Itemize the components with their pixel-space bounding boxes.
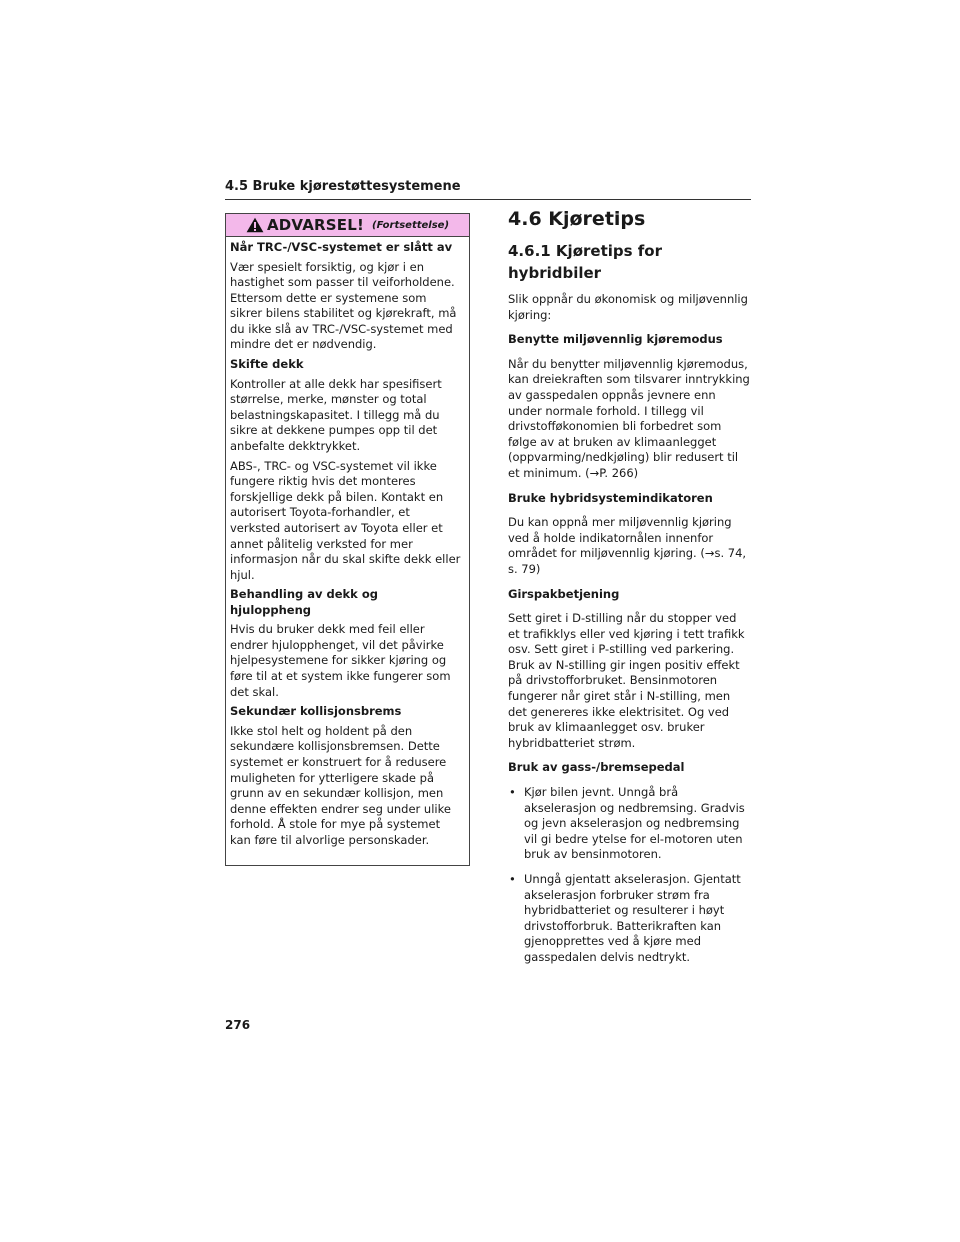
warning-paragraph: ABS-, TRC- og VSC-systemet vil ikke fungere riktig hvis det monteres forskjellige dekk på bilen. Kontakt en autorisert Toyota-forhandler, et verksted autorisert av Toyota eller et annet pålitelig verksted for mer informasjon når du skal skifte dekk eller hjul.: [230, 458, 461, 582]
right-column: [508, 206, 751, 975]
subheading-eco-mode: Benytte miljøvennlig kjøremodus: [508, 332, 723, 347]
paragraph-hybrid-indicator: Du kan oppnå mer miljøvennlig kjøring ved å holde indikatornålen innenfor området for miljøvennlig kjøring. (→s. 74, s. 79): [508, 515, 747, 576]
list-item-text: Kjør bilen jevnt. Unngå brå akselerasjon og nedbremsing. Gradvis og jevn akselerasjon og nedbremsing vil gi bedre ytelse for el-motoren uten bruk av bensinmotoren.: [524, 785, 745, 862]
warning-heading: Skifte dekk: [230, 357, 304, 372]
section-header: 4.5 Bruke kjørestøttesystemene: [225, 179, 751, 200]
warning-paragraph: Vær spesielt forsiktig, og kjør i en hastighet som passer til veiforholdene. Ettersom dette er systemene som sikrer bilens stabilitet og kjørekraft, må du ikke slå av TRC-/VSC-systemet med mindre det er nødvendig.: [230, 259, 457, 352]
warning-heading: Behandling av dekk og hjuloppheng: [230, 587, 378, 617]
warning-block-suspension: [230, 587, 461, 700]
warning-triangle-icon: [246, 217, 264, 233]
paragraph-eco-mode: Når du benytter miljøvennlig kjøremodus, kan dreiekraften som tilsvarer inntrykking av gasspedalen oppnås jevnere enn under normale forhold. I tillegg vil drivstofføkonomien bli forbedret som følge av at bruken av klimaanlegget (oppvarming/nedkjøling) blir redusert til et minimum. (→P. 266): [508, 356, 750, 480]
warning-box: [225, 213, 470, 866]
subheading-gear-lever: Girspakbetjening: [508, 586, 620, 601]
list-item-text: Unngå gjentatt akselerasjon. Gjentatt akselerasjon forbruker strøm fra hybridbatteriet og resulterer i høyt drivstofforbruk. Batterikraften kan gjenopprettes ved å kjøre med gasspedalen delvis nedtrykt.: [524, 872, 741, 964]
bullet-icon: •: [509, 785, 516, 800]
warning-paragraph: Kontroller at alle dekk har spesifisert størrelse, merke, mønster og total belastningskapasitet. I tillegg må du sikre at dekkene pumpes opp til det anbefalte dekktrykket.: [230, 376, 442, 453]
warning-heading: Sekundær kollisjonsbrems: [230, 704, 402, 719]
section-title: 4.6.1 Kjøretips for hybridbiler: [508, 242, 662, 282]
pedal-bullet-list: [508, 785, 751, 966]
subheading-pedals: Bruk av gass-/bremsepedal: [508, 760, 685, 775]
list-item: [508, 872, 751, 966]
warning-block-trc-vsc: [230, 240, 461, 353]
warning-paragraph: Ikke stol helt og holdent på den sekundære kollisjonsbremsen. Dette systemet er konstruert for å redusere muligheten for ytterligere skade på grunn av en sekundær kollisjon, men denne effekten endrer seg under ulike forhold. Å stole for mye på systemet kan føre til alvorlige personskader.: [230, 723, 451, 847]
warning-title: ADVARSEL!: [266, 216, 365, 234]
page-number: 276: [225, 1018, 251, 1032]
left-column: [225, 213, 470, 866]
list-item: [508, 785, 751, 863]
subheading-hybrid-indicator: Bruke hybridsystemindikatoren: [508, 490, 713, 505]
warning-block-tire-change: [230, 357, 461, 583]
bullet-icon: •: [509, 872, 516, 886]
warning-continued-label: (Fortsettelse): [372, 219, 450, 231]
intro-paragraph: Slik oppnår du økonomisk og miljøvennlig kjøring:: [508, 292, 748, 322]
warning-body: [226, 237, 469, 865]
warning-header: [226, 214, 469, 237]
paragraph-gear-lever: Sett giret i D-stilling når du stopper ved et trafikklys eller ved kjøring i tett trafikk osv. Sett giret i P-stilling ved parkering. Bruk av N-stilling gir ingen positiv effekt på drivstofforbruket. Bensinmotoren fungerer når giret står i N-stilling, men det genereres ikke elektrisitet. Og ved bruk av klimaanlegget osv. bruker hybridbatteriet strøm.: [508, 611, 745, 750]
warning-block-secondary-brake: [230, 704, 461, 848]
warning-paragraph: Hvis du bruker dekk med feil eller endrer hjulopphenget, vil det påvirke hjelpesystemene for sikker kjøring og føre til at et system ikke fungerer som det skal.: [230, 622, 451, 699]
chapter-title: 4.6 Kjøretips: [508, 208, 646, 230]
warning-heading: Når TRC-/VSC-systemet er slått av: [230, 240, 453, 254]
